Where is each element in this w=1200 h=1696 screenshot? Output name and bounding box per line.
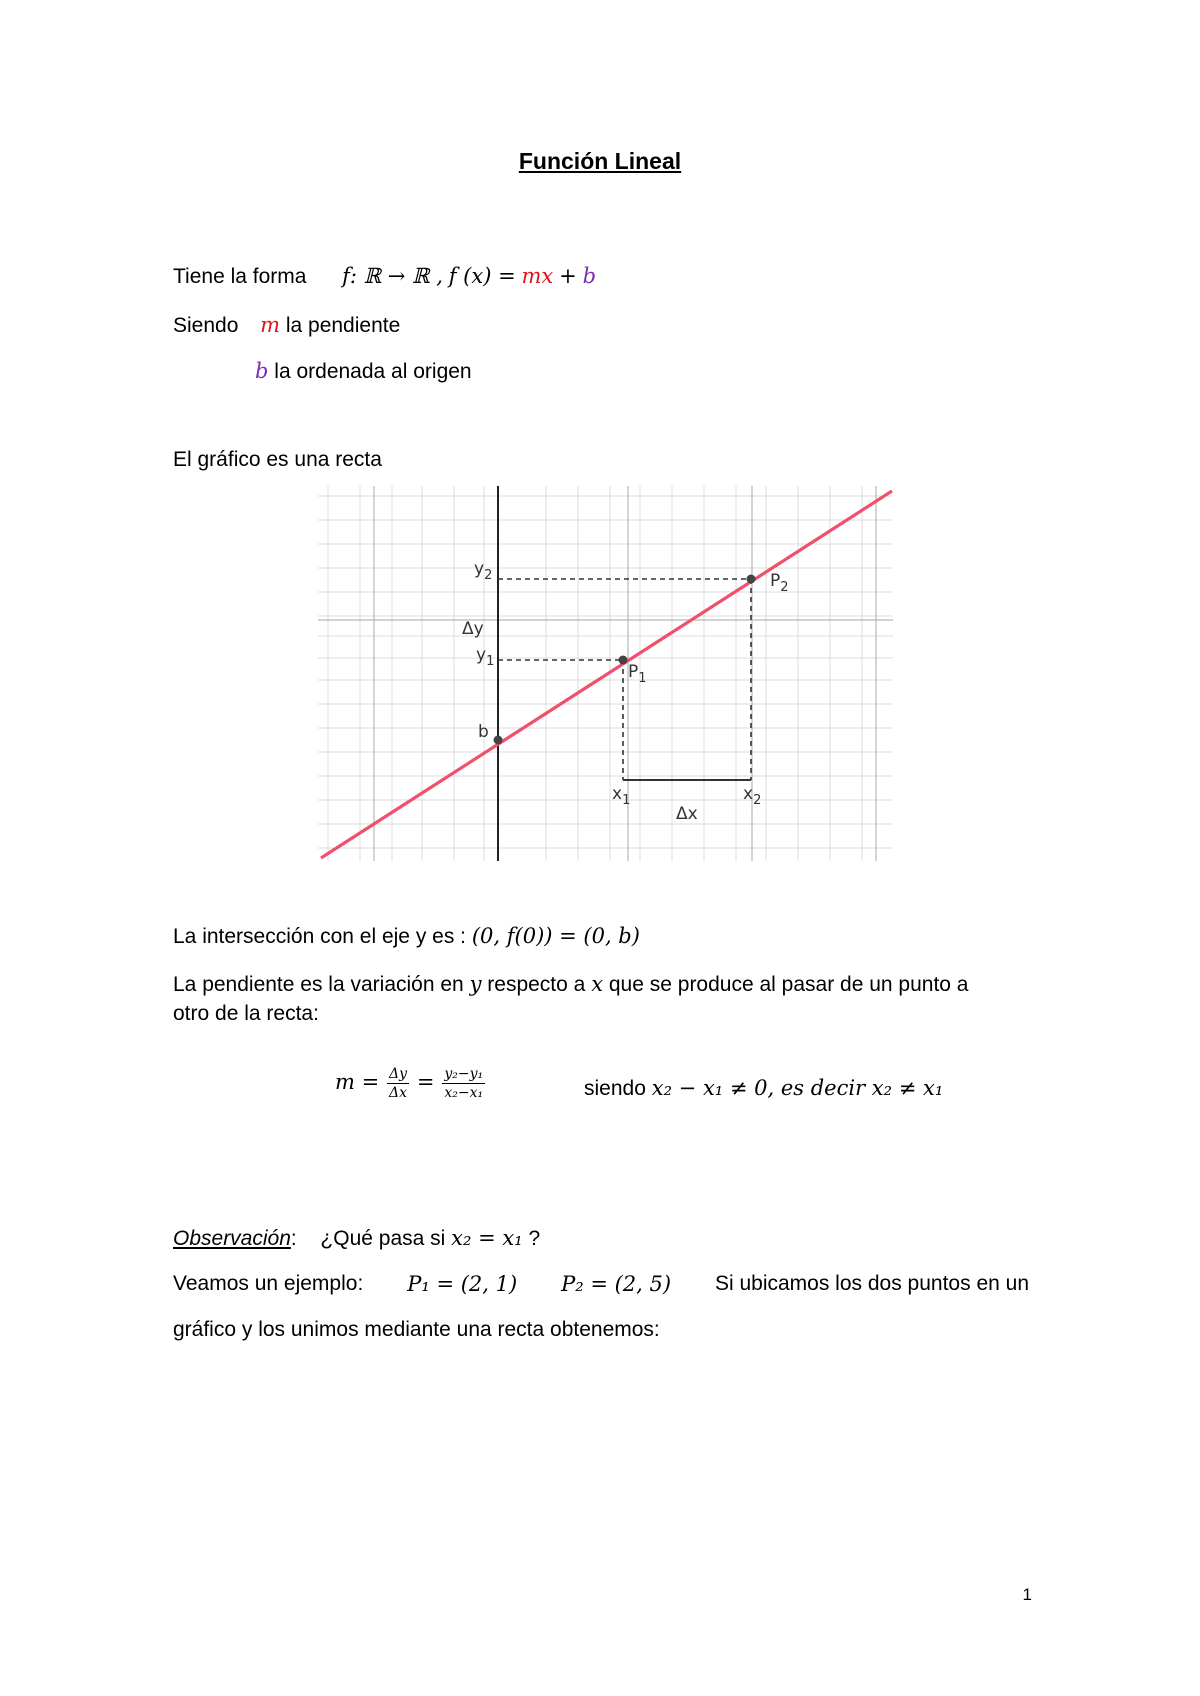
slope-line-1 [173, 970, 968, 999]
formula-siendo: siendo [584, 1077, 646, 1100]
siendo-label: Siendo [173, 314, 239, 337]
point-b [494, 736, 503, 745]
siendo-b-text: la ordenada al origen [274, 360, 472, 383]
example-line-1 [173, 1270, 1029, 1298]
observacion-colon: : [290, 1227, 297, 1250]
linear-function-line [321, 491, 892, 858]
observacion-end: ? [528, 1227, 541, 1250]
label-delta-y: Δy [462, 619, 484, 639]
example-text-b: Si ubicamos los dos puntos en un [714, 1272, 1029, 1295]
formula-condition: x₂ − x₁ ≠ 0, es decir x₂ ≠ x₁ [651, 1076, 944, 1100]
slope-formula [335, 1066, 487, 1110]
slope-text-b: respecto a [487, 973, 586, 996]
intersection-line [173, 922, 640, 951]
label-x1: $x_1$ [612, 784, 631, 808]
form-m: mx [521, 264, 554, 288]
siendo-m: m [260, 313, 280, 337]
formula-lhs: m = [335, 1070, 380, 1095]
slope-line-2: otro de la recta: [173, 1002, 319, 1025]
slope-text-c: que se produce al pasar de un punto a [608, 973, 969, 996]
formula-fraction-coords: $\frac{\text{y₂−y₁}}{\text{x₂−x₁}}$ [444, 1066, 484, 1101]
form-eq-lhs: f (x) = [448, 264, 516, 288]
slope-text-a: La pendiente es la variación en [173, 973, 464, 996]
slope-y: y [469, 972, 482, 996]
label-p1: $P_1$ [628, 662, 647, 686]
label-p2: $P_2$ [770, 571, 789, 595]
linear-function-graph [318, 486, 893, 861]
form-domain: f: ℝ → ℝ , [342, 264, 443, 288]
label-x2: $x_2$ [743, 784, 762, 808]
page-title: Función Lineal [518, 148, 682, 174]
point-p2 [747, 575, 756, 584]
example-line-2: gráfico y los unimos mediante una recta obtenemos: [173, 1318, 660, 1341]
formula-fraction-delta: $\frac{\Delta y}{\Delta x}$ [389, 1066, 408, 1101]
formula-eq: = [416, 1070, 435, 1095]
observacion-question: ¿Qué pasa si [320, 1227, 446, 1250]
label-y2: $y_2$ [474, 559, 493, 583]
form-plus: + [559, 264, 577, 288]
label-delta-x: Δx [676, 804, 698, 824]
siendo-m-line [173, 311, 400, 340]
observacion-line [173, 1224, 540, 1253]
siendo-b: b [255, 359, 269, 383]
intersection-text: La intersección con el eje y es : [173, 925, 466, 948]
label-y1: $y_1$ [476, 645, 495, 669]
page-number: 1 [1022, 1585, 1032, 1604]
observacion-math: x₂ = x₁ [451, 1226, 523, 1250]
form-line [173, 262, 596, 291]
siendo-m-text: la pendiente [285, 314, 401, 337]
example-text-a: Veamos un ejemplo: [173, 1272, 364, 1295]
formula-condition-line [584, 1074, 943, 1103]
point-p1 [619, 656, 628, 665]
example-p1: P₁ = (2, 1) [407, 1272, 518, 1296]
observacion-label: Observación [173, 1227, 291, 1250]
form-label: Tiene la forma [173, 265, 307, 288]
siendo-b-line [255, 357, 472, 386]
example-p2: P₂ = (2, 5) [561, 1272, 672, 1296]
intersection-math: (0, f(0)) = (0, b) [471, 924, 640, 948]
form-b: b [582, 264, 597, 288]
graph-heading: El gráfico es una recta [173, 448, 382, 471]
label-b: b [478, 722, 489, 742]
slope-x: x [591, 972, 604, 996]
